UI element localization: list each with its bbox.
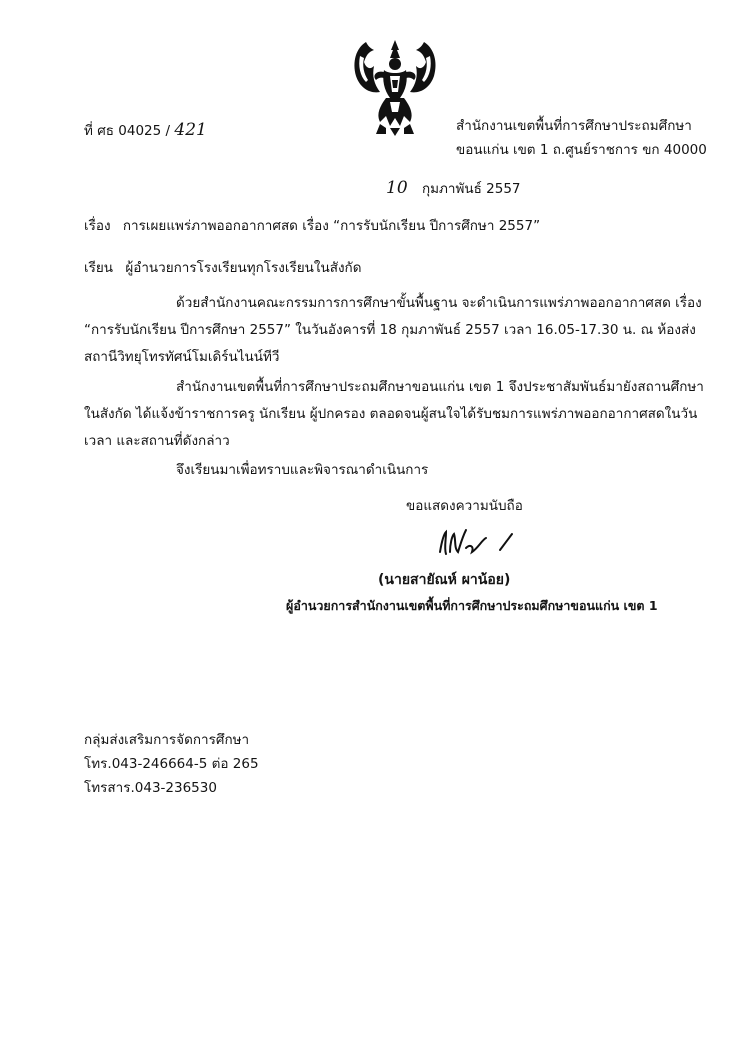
reference-prefix: ที่ ศธ 04025 /	[84, 123, 171, 139]
date-day-handwritten: 10	[386, 178, 408, 198]
subject-text: การเผยแพร่ภาพออกอากาศสด เรื่อง “การรับนักเรียน ปีการศึกษา 2557”	[122, 218, 541, 234]
reference-line	[84, 120, 207, 140]
footer-fax: โทรสาร.043-236530	[84, 780, 217, 796]
handwritten-signature	[436, 522, 518, 562]
salutation: ขอแสดงความนับถือ	[406, 498, 523, 514]
subject-label: เรื่อง	[84, 218, 111, 234]
footer-department: กลุ่มส่งเสริมการจัดการศึกษา	[84, 732, 250, 748]
body-paragraph-2: สำนักงานเขตพื้นที่การศึกษาประถมศึกษาขอนแก่น เขต 1 จึงประชาสัมพันธ์มายังสถานศึกษาในสังกัด ได้แจ้งข้าราชการครู นักเรียน ผู้ปกครอง ตลอดจนผู้สนใจได้รับชมการแพร่ภาพออกอากาศสดในวัน เวลา และสถานที่ดังกล่าว	[84, 379, 704, 449]
date-month-year: กุมภาพันธ์ 2557	[421, 181, 521, 197]
recipient-label: เรียน	[84, 260, 114, 276]
recipient-line	[84, 260, 362, 276]
document-date	[386, 178, 521, 198]
office-address: ขอนแก่น เขต 1 ถ.ศูนย์ราชการ ขก 40000	[456, 142, 707, 158]
footer-phone: โทร.043-246664-5 ต่อ 265	[84, 756, 259, 772]
signer-title: ผู้อำนวยการสำนักงานเขตพื้นที่การศึกษาประถมศึกษาขอนแก่น เขต 1	[286, 598, 658, 613]
office-name: สำนักงานเขตพื้นที่การศึกษาประถมศึกษา	[456, 118, 692, 134]
closing-request: จึงเรียนมาเพื่อทราบและพิจารณาดำเนินการ	[176, 462, 429, 478]
subject-line	[84, 218, 540, 234]
garuda-emblem-icon	[346, 36, 444, 136]
reference-number-handwritten: 421	[174, 120, 207, 140]
recipient-text: ผู้อำนวยการโรงเรียนทุกโรงเรียนในสังกัด	[125, 260, 362, 276]
body-paragraph-1: ด้วยสำนักงานคณะกรรมการการศึกษาขั้นพื้นฐาน จะดำเนินการแพร่ภาพออกอากาศสด เรื่อง “การรับนักเรียน ปีการศึกษา 2557” ในวันอังคารที่ 18 กุมภาพันธ์ 2557 เวลา 16.05-17.30 น. ณ ห้องส่งสถานีวิทยุโทรทัศน์โมเดิร์นไนน์ทีวี	[84, 295, 702, 365]
signer-name: (นายสายัณห์ ผาน้อย)	[378, 572, 511, 588]
